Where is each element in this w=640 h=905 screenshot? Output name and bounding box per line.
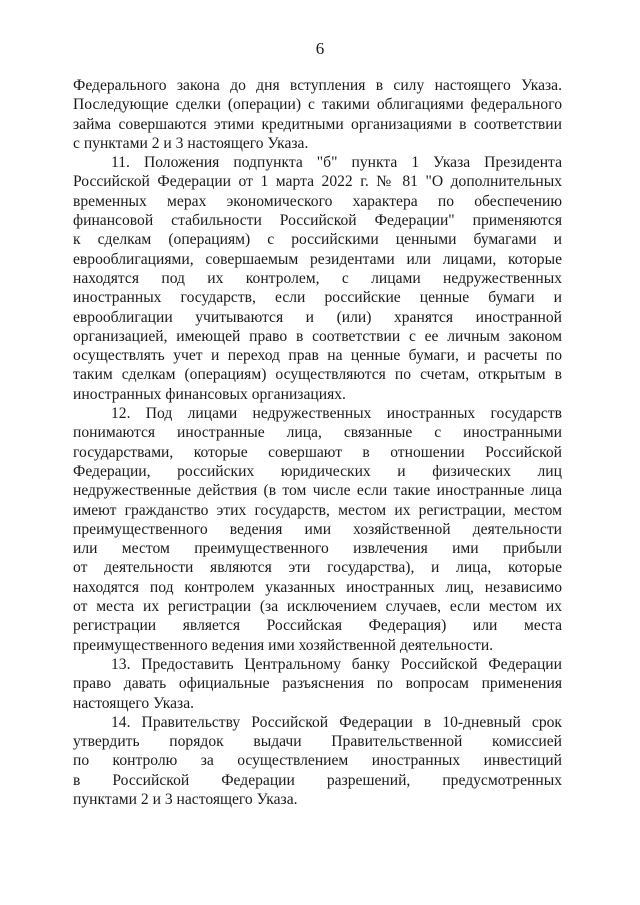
paragraph-item-11 <box>73 153 562 404</box>
text-line: пунктами 2 и 3 настоящего Указа. <box>73 790 298 808</box>
text-line: 14. Правительству Российской Федерации в 10-дневный срок <box>111 713 562 731</box>
text-line: Российской Федерации от 1 марта 2022 г. № 81 "О дополнительных <box>73 173 562 191</box>
text-line: недружественные действия (в том числе если такие иностранные лица <box>73 482 562 500</box>
text-line: утвердить порядок выдачи Правительственной комиссией <box>73 733 562 751</box>
text-line: преимущественного ведения ими хозяйственной деятельности. <box>73 636 494 654</box>
paragraph-item-12 <box>73 404 562 655</box>
paragraph-continuation <box>73 76 562 153</box>
paragraph-item-13 <box>73 655 562 713</box>
text-line: по контролю за осуществлением иностранных инвестиций <box>73 752 562 770</box>
text-line: 12. Под лицами недружественных иностранных государств <box>111 405 562 423</box>
text-line: преимущественного ведения ими хозяйственной деятельности <box>73 520 562 538</box>
text-line: 11. Положения подпункта "б" пункта 1 Указа Президента <box>111 154 562 172</box>
text-line: временных мерах экономического характера по обеспечению <box>73 192 562 210</box>
text-line: с пунктами 2 и 3 настоящего Указа. <box>73 134 309 152</box>
text-line: займа совершаются этими кредитными организациями в соответствии <box>73 115 562 133</box>
text-line: понимаются иностранные лица, связанные с иностранными <box>73 424 562 442</box>
page-number: 6 <box>315 39 325 58</box>
text-line: настоящего Указа. <box>73 694 195 712</box>
text-line: организацией, имеющей право в соответствии с ее личным законом <box>73 327 562 345</box>
text-line: от деятельности являются эти государства), и лица, которые <box>73 559 562 577</box>
text-line: таким сделкам (операциям) осуществляются по счетам, открытым в <box>73 366 562 384</box>
text-line: имеют гражданство этих государств, местом их регистрации, местом <box>73 501 562 519</box>
text-line: находятся под их контролем, с лицами недружественных <box>73 269 562 287</box>
document-body <box>73 76 562 809</box>
text-line: государствами, которые совершают в отношении Российской <box>73 443 562 461</box>
text-line: право давать официальные разъяснения по вопросам применения <box>73 675 562 693</box>
text-line: от места их регистрации (за исключением случаев, если местом их <box>73 598 562 616</box>
text-line: находятся под контролем указанных иностранных лиц, независимо <box>73 578 562 596</box>
text-line: Последующие сделки (операции) с такими облигациями федерального <box>73 96 562 114</box>
text-line: осуществлять учет и переход прав на ценные бумаги, и расчеты по <box>73 347 562 365</box>
text-line: еврооблигации учитываются и (или) хранятся иностранной <box>73 308 562 326</box>
text-line: финансовой стабильности Российской Федерации" применяются <box>73 212 562 230</box>
text-line: или местом преимущественного извлечения ими прибыли <box>73 540 562 558</box>
text-line: Федерации, российских юридических и физических лиц <box>73 462 562 480</box>
text-line: в Российской Федерации разрешений, предусмотренных <box>73 771 562 789</box>
text-line: к сделкам (операциям) с российскими ценными бумагами и <box>73 231 562 249</box>
text-line: регистрации является Российская Федерация) или места <box>73 617 562 635</box>
text-line: еврооблигациями, совершаемым резидентами или лицами, которые <box>73 250 562 268</box>
text-line: 13. Предоставить Центральному банку Российской Федерации <box>111 655 562 673</box>
text-line: Федерального закона до дня вступления в силу настоящего Указа. <box>73 77 562 94</box>
text-line: иностранных государств, если российские ценные бумаги и <box>73 289 562 307</box>
paragraph-item-14 <box>73 713 562 809</box>
text-line: иностранных финансовых организациях. <box>73 385 346 403</box>
